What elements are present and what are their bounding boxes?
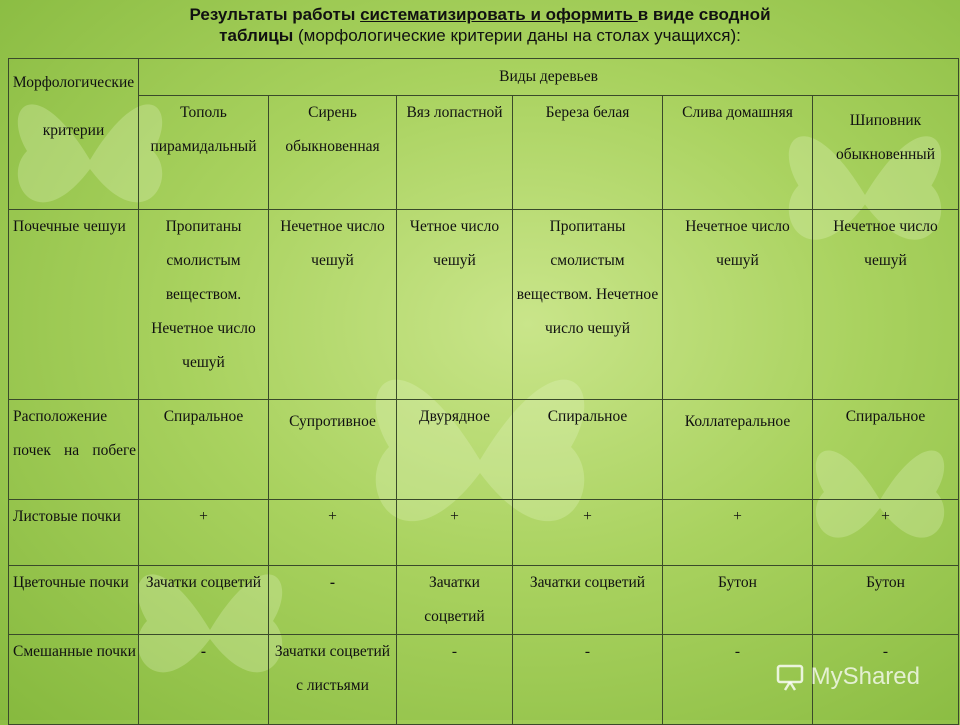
watermark — [775, 662, 920, 692]
table-row — [9, 400, 959, 500]
table-cell: - — [813, 635, 959, 725]
table-row — [9, 566, 959, 635]
table-row — [9, 500, 959, 566]
table-cell: Пропитаны смолистым веществом. Нечетное число чешуй — [513, 210, 663, 400]
table-cell: Зачатки соцветий — [513, 566, 663, 635]
column-header: Сирень обыкновенная — [269, 96, 397, 210]
column-header: Слива домашняя — [663, 96, 813, 210]
column-header: Вяз лопастной — [397, 96, 513, 210]
row-criterion: Листовые почки — [9, 500, 139, 566]
table-row — [9, 210, 959, 400]
table-cell: Зачатки соцветий — [397, 566, 513, 635]
watermark-text: MyShared — [810, 663, 920, 690]
table-cell: Нечетное число чешуй — [269, 210, 397, 400]
table-cell: + — [663, 500, 813, 566]
table-cell: Зачатки соцветий — [139, 566, 269, 635]
table-cell: + — [269, 500, 397, 566]
table-cell: Пропитаны смолистым веществом. Нечетное число чешуй — [139, 210, 269, 400]
table-cell: Коллатеральное — [663, 400, 813, 500]
table-cell: - — [139, 635, 269, 725]
table-cell: Нечетное число чешуй — [663, 210, 813, 400]
table-cell: - — [663, 635, 813, 725]
column-header: Шиповник обыкновенный — [813, 96, 959, 210]
row-criterion: Расположение почек на побеге — [9, 400, 139, 500]
table-cell: + — [813, 500, 959, 566]
table-cell: + — [139, 500, 269, 566]
row-criterion: Смешанные почки — [9, 635, 139, 725]
table-cell: Бутон — [813, 566, 959, 635]
column-header: Береза белая — [513, 96, 663, 210]
row-criterion: Цветочные почки — [9, 566, 139, 635]
table-cell: - — [513, 635, 663, 725]
table-cell: Спиральное — [513, 400, 663, 500]
table-cell: Нечетное число чешуй — [813, 210, 959, 400]
corner-header: Морфологические критерии — [9, 59, 139, 210]
presentation-icon — [775, 662, 805, 692]
table-cell: - — [269, 566, 397, 635]
table-cell: Четное число чешуй — [397, 210, 513, 400]
table-cell: + — [397, 500, 513, 566]
table-cell: Зачатки соцветий с листьями — [269, 635, 397, 725]
row-criterion: Почечные чешуи — [9, 210, 139, 400]
group-header: Виды деревьев — [139, 59, 959, 96]
table-cell: Спиральное — [139, 400, 269, 500]
table-cell: Супротивное — [269, 400, 397, 500]
table-cell: Бутон — [663, 566, 813, 635]
table-cell: - — [397, 635, 513, 725]
summary-table — [8, 58, 959, 725]
slide-title: Результаты работы систематизировать и оформить в виде сводной таблицы (морфологические критерии даны на столах учащихся): — [189, 5, 771, 45]
column-header: Тополь пирамидальный — [139, 96, 269, 210]
table-cell: + — [513, 500, 663, 566]
table-cell: Двурядное — [397, 400, 513, 500]
table-cell: Спиральное — [813, 400, 959, 500]
